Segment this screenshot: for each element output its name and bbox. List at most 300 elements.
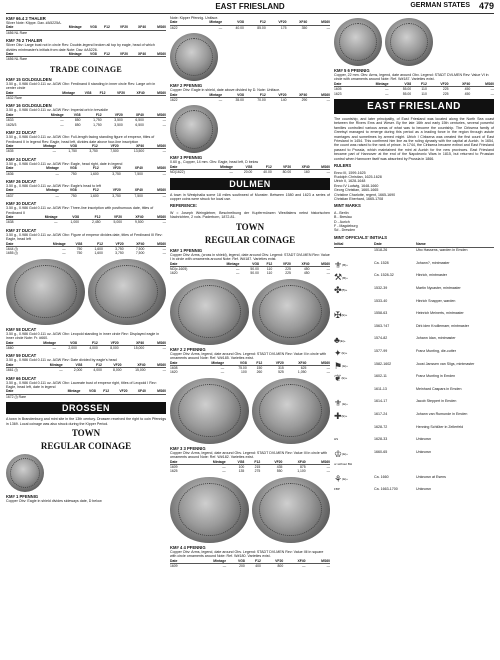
col-xf: XF40 xyxy=(123,113,144,118)
table-cell: — xyxy=(326,370,330,375)
table-cell: 450 xyxy=(464,91,471,96)
table-cell: 290 xyxy=(301,98,308,103)
official-date: 1558-63 xyxy=(374,311,388,316)
table-cell: 1622 xyxy=(170,25,178,30)
entry-title: KM# 58 DUCAT xyxy=(6,326,37,332)
coin-obverse-image xyxy=(334,18,382,66)
official-name: Unknown xyxy=(416,449,431,454)
table-cell xyxy=(110,30,128,35)
table-cell xyxy=(128,57,146,62)
col-ms: MS60 xyxy=(146,363,167,368)
column-middle xyxy=(170,16,330,656)
table-cell: 110 xyxy=(421,91,427,96)
ruler-item: Ulrich II, 1628-1648 xyxy=(334,179,366,184)
official-row xyxy=(334,248,494,260)
col-ms: MS60 xyxy=(306,460,330,465)
table-cell: 7,500 xyxy=(135,247,145,251)
official-date: 1518-26 xyxy=(374,248,388,253)
price-table xyxy=(6,341,166,351)
official-mark xyxy=(334,374,374,383)
official-row xyxy=(334,412,494,424)
col-f: F12 xyxy=(77,188,99,193)
entry-title: KM# 5 6 PFENNIG xyxy=(334,68,370,73)
entry-title: KM# 2 PFENNIG xyxy=(170,83,203,89)
catalog-entry xyxy=(170,545,330,569)
table-row xyxy=(170,370,330,374)
header-date: Date xyxy=(374,242,382,247)
table-cell: 110 xyxy=(266,271,273,276)
section-heading: TOWN xyxy=(235,221,265,232)
col-vf: VF20 xyxy=(102,363,122,368)
official-initial: HS xyxy=(334,437,339,442)
table-cell: 35.00 xyxy=(235,98,244,103)
col-mintage: Mintage xyxy=(53,25,82,30)
table-cell: 150 xyxy=(256,365,263,370)
entry-description: 3.50 g., 0.986 Gold 0.111 oz. AGW Rev: Date divided by eagle's head xyxy=(6,358,117,363)
entry-description: 0.60 g., Copper, 14 mm. Obv: Eagle, head left, D below xyxy=(170,160,259,165)
col-f: F12 xyxy=(79,215,101,220)
col-vg: VG8 xyxy=(224,361,247,366)
table-cell xyxy=(146,394,166,399)
table-cell: 1,600 xyxy=(90,193,99,198)
table-cell: — xyxy=(162,251,166,256)
official-name: Unknown xyxy=(416,487,431,492)
table-cell: 55.00 xyxy=(402,91,412,96)
mint-mark-icon: ✤ xyxy=(334,284,342,295)
table-cell: 1,000 xyxy=(70,220,80,225)
col-mintage: Mintage xyxy=(25,144,56,149)
col-xf: XF40 xyxy=(124,242,145,247)
col-ms: MS60 xyxy=(310,262,330,267)
col-date: Date xyxy=(334,82,354,87)
table-cell: 20.00 xyxy=(243,170,253,175)
col-vg: VG8 xyxy=(63,363,83,368)
table-cell: 1620 xyxy=(170,370,178,375)
table-cell: — xyxy=(490,87,494,92)
table-row xyxy=(170,564,330,569)
table-cell xyxy=(75,96,91,101)
official-row xyxy=(334,362,494,374)
col-date: Date xyxy=(170,559,191,564)
intro-paragraph: A town in Brandenburg and mint site in the 13th century. Drossen received the right to coin Pfennigs in 1369. Local coinage was also struck during the Kipper Period. xyxy=(6,417,166,426)
table-cell: 1609 xyxy=(170,564,178,568)
table-cell: 1633 xyxy=(6,118,14,123)
intro-paragraph: A town in Westphalia some 18 miles southwest of Munster. Between 1580 and 1623 a series of copper coins were struck for local use. xyxy=(170,192,330,202)
col-vg: VG8 xyxy=(388,82,411,87)
col-ms: MS60 xyxy=(143,188,166,193)
official-mark xyxy=(334,311,374,320)
official-name: Meinhard Caspars in Emden xyxy=(416,386,462,391)
table-cell: 550 xyxy=(276,469,283,474)
col-ms: MS60 xyxy=(306,361,330,366)
official-name: Hinrich Snapper, warden xyxy=(416,298,456,303)
page-header xyxy=(0,0,500,14)
table-cell xyxy=(80,394,95,399)
table-cell xyxy=(146,57,166,62)
col-mintage: Mintage xyxy=(204,165,233,170)
entry-description: 3.50 g., 0.986 Gold 0.111 oz. AGW Obv: Leopold standing in inner circle Rev: Displayed eagle in inner circle Note: Fr. #660. xyxy=(6,331,160,341)
table-cell: — xyxy=(162,118,166,123)
table-cell: 50.00 xyxy=(250,271,259,276)
table-cell: 225 xyxy=(285,266,291,271)
table-cell xyxy=(82,30,97,35)
table-cell: — xyxy=(222,564,227,568)
table-cell: 3,750 xyxy=(89,149,98,154)
ruler-item: Rudolph Christian, 1625-1628 xyxy=(334,174,382,179)
official-initial: (E)+ xyxy=(342,363,348,368)
official-date: 1577-99 xyxy=(374,348,388,353)
col-vf: VF20 xyxy=(98,341,119,346)
col-vg: VG8 xyxy=(233,165,252,170)
coin-obverse-image xyxy=(170,477,249,543)
official-name: Johann?, mintmaster xyxy=(416,260,450,265)
official-name: Franz Munting in Emden xyxy=(416,374,456,379)
table-cell: — xyxy=(54,220,58,225)
col-vf: VF20 xyxy=(272,165,291,170)
table-cell xyxy=(96,394,109,399)
table-cell: 175 xyxy=(280,25,287,30)
table-cell: 1661 (I) xyxy=(6,368,18,373)
table-cell: 6,500 xyxy=(135,122,144,127)
mint-mark-icon: ✦ xyxy=(334,347,342,358)
col-xf: XF40 xyxy=(291,165,310,170)
price-table xyxy=(6,389,166,399)
entry-title: KM# 2 2 PFENNIG xyxy=(170,346,206,352)
official-row xyxy=(334,487,494,499)
col-xf: XF40 xyxy=(128,52,146,57)
coin-obverse-image xyxy=(170,33,218,81)
col-f: F12 xyxy=(96,389,109,394)
header-initial: Initial xyxy=(334,242,344,247)
coin-images xyxy=(170,477,330,543)
catalog-entry xyxy=(170,155,330,174)
official-initial: FBP xyxy=(334,487,340,492)
table-row xyxy=(170,469,330,473)
col-vg: VG8 xyxy=(59,188,77,193)
ruler-item: Christian Eberhard, 1665-1708 xyxy=(334,196,384,201)
official-initial: (E)+ xyxy=(339,338,346,343)
col-mintage: Mintage xyxy=(44,91,75,96)
official-date: 1617-24 xyxy=(374,411,388,416)
col-vg: VG8 xyxy=(82,25,97,30)
entry-description: Silver Note: Klippe. Dav. #A5225A. xyxy=(6,21,62,25)
entry-description: 3.50 g., 0.986 Gold 0.111 oz. AGW Obv: Laureate bust of emperor right, titles of Leopold I Rev: Eagle, head left, date in legend xyxy=(6,380,157,390)
table-cell xyxy=(53,57,82,62)
table-cell: 450 xyxy=(303,266,310,271)
entry-description: Copper Obv: Arms, (cross in shield), legend, date around Obv. Legend: STADT DVLMEN Rev: Value I in circle with ornaments around Note: Ref. W#187. Varieties exist. xyxy=(170,252,330,262)
official-date: 1660-65 xyxy=(374,449,388,454)
table-cell: 750 xyxy=(70,171,77,176)
table-cell: 140 xyxy=(280,98,287,103)
col-vf: VF20 xyxy=(103,242,124,247)
official-row xyxy=(334,462,494,474)
table-cell: 800 xyxy=(277,564,284,568)
table-cell: 8,000 xyxy=(110,346,119,351)
col-mintage: Mintage xyxy=(25,341,56,346)
table-cell: 200 xyxy=(239,564,245,568)
official-row xyxy=(334,273,494,285)
official-name: Heinrich Meinerts, mintmaster xyxy=(416,311,464,316)
official-row xyxy=(334,286,494,298)
table-cell: 1637 xyxy=(6,193,14,198)
col-xf: XF40 xyxy=(282,460,305,465)
ruler-item: Georg Christian, 1660-1665 xyxy=(334,188,379,193)
mint-marks-list xyxy=(334,211,494,233)
coin-images xyxy=(334,18,494,66)
entry-description: Copper Obv: Eagle in shield divides sideways date, D below xyxy=(6,499,102,504)
table-cell: 13,500 xyxy=(133,149,145,154)
table-cell: 1672 (I) Rare xyxy=(6,394,26,399)
table-cell: — xyxy=(162,193,166,198)
entry-title: KM# 24 DUCAT xyxy=(6,156,37,162)
price-table xyxy=(170,460,330,474)
table-cell: 75.00 xyxy=(238,365,247,370)
price-table xyxy=(170,262,330,276)
col-vf: VF20 xyxy=(266,20,287,25)
official-initial: (E)+ xyxy=(341,351,348,356)
entry-description: Copper Obv: Eagle in shield, date above divided by D. Note: Uniface. xyxy=(170,88,281,93)
table-cell: 435 xyxy=(276,464,283,469)
table-row xyxy=(6,368,166,373)
mint-mark-icon: ⚒ xyxy=(334,272,343,283)
entry-description: 3.50 g., 0.986 Gold 0.111 oz. AGW Rev: Imperial orb in trevaldie xyxy=(6,108,108,113)
table-cell: 1,600 xyxy=(94,251,103,256)
mint-mark-icon: ♣ xyxy=(334,335,340,346)
table-cell: 1,600 xyxy=(94,247,103,251)
coin-obverse-image xyxy=(6,454,44,492)
table-cell xyxy=(91,96,105,101)
official-name: Hinrich, mintmaster xyxy=(416,273,447,278)
official-date: 1602-11 xyxy=(374,374,387,379)
table-cell xyxy=(145,96,166,101)
col-ms: MS60 xyxy=(310,165,330,170)
col-f: F12 xyxy=(244,460,260,465)
ruler-item: Enno III, 1599-1625 xyxy=(334,170,366,175)
table-cell: 2,000 xyxy=(68,346,77,351)
mint-mark-item: A - Berlin xyxy=(334,210,349,215)
table-cell: 3,500 xyxy=(114,122,123,127)
col-mintage: Mintage xyxy=(354,82,388,87)
table-cell: 6,500 xyxy=(135,118,144,123)
entry-title: KM# 15 GOLDGULDEN xyxy=(6,76,52,82)
mint-mark-icon: ✚ xyxy=(334,410,342,421)
table-cell: 1635 xyxy=(6,149,14,154)
official-row xyxy=(334,324,494,336)
section-heading: REGULAR COINAGE xyxy=(40,441,132,452)
col-f: F12 xyxy=(247,361,263,366)
table-cell: 55.00 xyxy=(402,87,412,92)
official-mark xyxy=(334,412,374,421)
official-date: 1533-40 xyxy=(374,298,388,303)
table-cell: — xyxy=(326,25,330,30)
col-date: Date xyxy=(6,389,51,394)
official-date: 1582-1602 xyxy=(374,361,392,366)
table-cell: 225 xyxy=(285,271,291,276)
rulers-heading: RULERS xyxy=(334,163,352,169)
table-cell xyxy=(106,96,126,101)
table-cell: 7,500 xyxy=(134,193,143,198)
coin-reverse-image xyxy=(252,477,331,543)
coin-images xyxy=(170,33,330,81)
table-cell: 1620 xyxy=(170,271,178,276)
col-mintage: Mintage xyxy=(32,113,64,118)
entry-description: 3.50 g., 0.986 Gold 0.111 oz. AGW Obv: Full-length facing standing figure of emperor, titles of Ferdinand II in legend Rev: Eagle, head left, divides date above four-line inscription xyxy=(6,135,155,144)
table-row xyxy=(170,170,330,175)
table-cell: 1609 xyxy=(170,464,178,469)
entry-description: 3.50 g., 0.986 Gold 0.111 oz. AGW Rev: Eagle, head right, date in legend xyxy=(6,161,123,166)
table-cell: — xyxy=(55,171,59,176)
official-mark xyxy=(334,261,374,270)
table-row xyxy=(6,171,166,176)
entry-description: Silver Obv: Large bust not in circle Rev: Double-legend broken all top by eagle, head of which divides mintmaster's initials from date Note: Dav. #A5226. xyxy=(6,43,155,52)
coin-images xyxy=(170,105,330,153)
col-vg: VG8 xyxy=(56,341,77,346)
table-cell: — xyxy=(326,266,330,271)
price-table xyxy=(6,52,166,62)
col-f: F12 xyxy=(91,91,105,96)
official-row xyxy=(334,450,494,462)
official-name: Henning Schlüter in Zellerfeld xyxy=(416,424,464,429)
official-row xyxy=(334,437,494,449)
table-cell: 7,500 xyxy=(134,171,143,176)
col-vf: VF20 xyxy=(98,144,119,149)
entry-title: KM# 30 DUCAT xyxy=(6,201,37,207)
col-mintage: Mintage xyxy=(51,389,80,394)
col-f: F12 xyxy=(244,20,266,25)
col-vf: VF20 xyxy=(110,52,128,57)
table-cell xyxy=(44,96,75,101)
entry-title: KM# 66.4 2 THALER xyxy=(6,16,46,21)
price-table xyxy=(170,559,330,569)
catalog-entry xyxy=(6,157,166,176)
running-head-title: EAST FRIESLAND xyxy=(215,2,285,11)
table-cell: — xyxy=(235,266,240,271)
col-ms: MS60 xyxy=(143,166,166,171)
table-row xyxy=(6,394,166,399)
catalog-entry xyxy=(6,353,166,372)
official-date: 1628-33 xyxy=(374,437,388,442)
table-cell: — xyxy=(326,170,330,175)
table-cell: — xyxy=(326,365,330,370)
catalog-entry xyxy=(170,446,330,474)
col-vf: VF20 xyxy=(101,215,123,220)
table-cell: 450 xyxy=(303,271,310,276)
table-cell: — xyxy=(162,122,166,127)
table-cell: 1,050 xyxy=(297,370,307,375)
official-initial: (E)+ xyxy=(341,376,348,381)
col-xf: XF40 xyxy=(121,166,143,171)
table-cell: 400 xyxy=(255,564,261,568)
entry-description: Copper Obv: Arms, legend, date around Obv. Legend: STADT DVLMEN Rev: Value II in circle with ornaments around Note: Ref. W#185. Varieties exist. xyxy=(170,351,327,361)
col-mintage: Mintage xyxy=(25,215,57,220)
price-table xyxy=(170,165,330,175)
official-date: Ca. 1660 xyxy=(374,474,389,479)
col-vg: VG8 xyxy=(226,460,245,465)
catalog-entry xyxy=(6,179,166,198)
table-cell: 275 xyxy=(254,469,261,474)
official-date: 1563-?47 xyxy=(374,323,390,328)
entry-description: 3.50 g., 0.986 Gold 0.111 oz. AGW Obv: Figure of emperor divides date, titles of Ferdinand III Rev: Eagle, head left xyxy=(6,232,163,242)
table-row xyxy=(6,251,166,255)
table-cell: — xyxy=(59,368,63,373)
col-vf: VF20 xyxy=(110,25,128,30)
col-date: Date xyxy=(6,215,25,220)
official-mark xyxy=(334,487,374,491)
official-initial: (B)+ xyxy=(342,275,348,280)
col-vg: VG8 xyxy=(80,389,95,394)
table-cell xyxy=(125,96,145,101)
table-cell: 1,750 xyxy=(93,118,102,123)
table-cell: — xyxy=(55,193,59,198)
official-mark xyxy=(334,462,374,466)
col-f: F12 xyxy=(411,82,427,87)
table-row xyxy=(6,123,166,127)
col-date: Date xyxy=(6,52,53,57)
col-vf: VF20 xyxy=(106,91,126,96)
table-row xyxy=(170,271,330,275)
table-cell: 100 xyxy=(241,370,247,375)
col-f: F12 xyxy=(97,52,110,57)
col-ms: MS60 xyxy=(146,389,166,394)
official-mark xyxy=(334,273,374,282)
col-date: Date xyxy=(6,242,34,247)
mint-mark-item: B - Breslau xyxy=(334,215,352,220)
catalog-entry xyxy=(170,248,330,276)
table-cell xyxy=(127,394,145,399)
official-name: Unknown xyxy=(416,437,431,442)
official-date: 1614-17 xyxy=(374,399,388,404)
table-cell xyxy=(82,57,97,62)
table-cell: — xyxy=(62,247,66,251)
table-cell: 50.00 xyxy=(250,266,259,271)
table-cell: 215 xyxy=(254,464,261,469)
price-table xyxy=(6,363,166,373)
col-ms: MS60 xyxy=(144,113,166,118)
officials-table xyxy=(334,248,494,499)
official-row xyxy=(334,399,494,411)
col-f: F12 xyxy=(259,262,272,267)
ruler-item: Enno IV Ludwig, 1648-1660 xyxy=(334,183,379,188)
table-cell: — xyxy=(235,271,240,276)
col-vf: VF20 xyxy=(261,559,283,564)
col-mintage: Mintage xyxy=(191,460,226,465)
table-cell xyxy=(110,57,128,62)
entry-title: KM# 1 PFENNIG xyxy=(170,247,203,253)
price-table xyxy=(170,93,330,103)
table-cell: 1656 NL Rare xyxy=(6,30,27,35)
table-cell: 5,000 xyxy=(113,220,123,225)
col-vg: VG8 xyxy=(59,166,77,171)
col-f: F12 xyxy=(77,166,99,171)
col-date: Date xyxy=(6,113,32,118)
official-initial: (E)+ xyxy=(342,477,348,482)
mint-mark-icon: ⚘ xyxy=(334,473,343,484)
table-cell: 4,000 xyxy=(93,368,102,373)
table-cell: 80.00 xyxy=(282,170,292,175)
table-cell: 750 xyxy=(70,193,77,198)
official-initial: (E)+ xyxy=(342,401,348,406)
table-cell: 3,750 xyxy=(112,171,121,176)
catalog-entry xyxy=(6,494,166,503)
coin-obverse-image xyxy=(170,378,249,444)
official-mark xyxy=(334,399,374,408)
table-cell: — xyxy=(222,464,226,469)
table-cell xyxy=(97,57,110,62)
col-xf: XF40 xyxy=(128,25,146,30)
table-cell xyxy=(146,30,166,35)
table-cell: — xyxy=(220,370,225,375)
col-date: Date xyxy=(6,188,26,193)
